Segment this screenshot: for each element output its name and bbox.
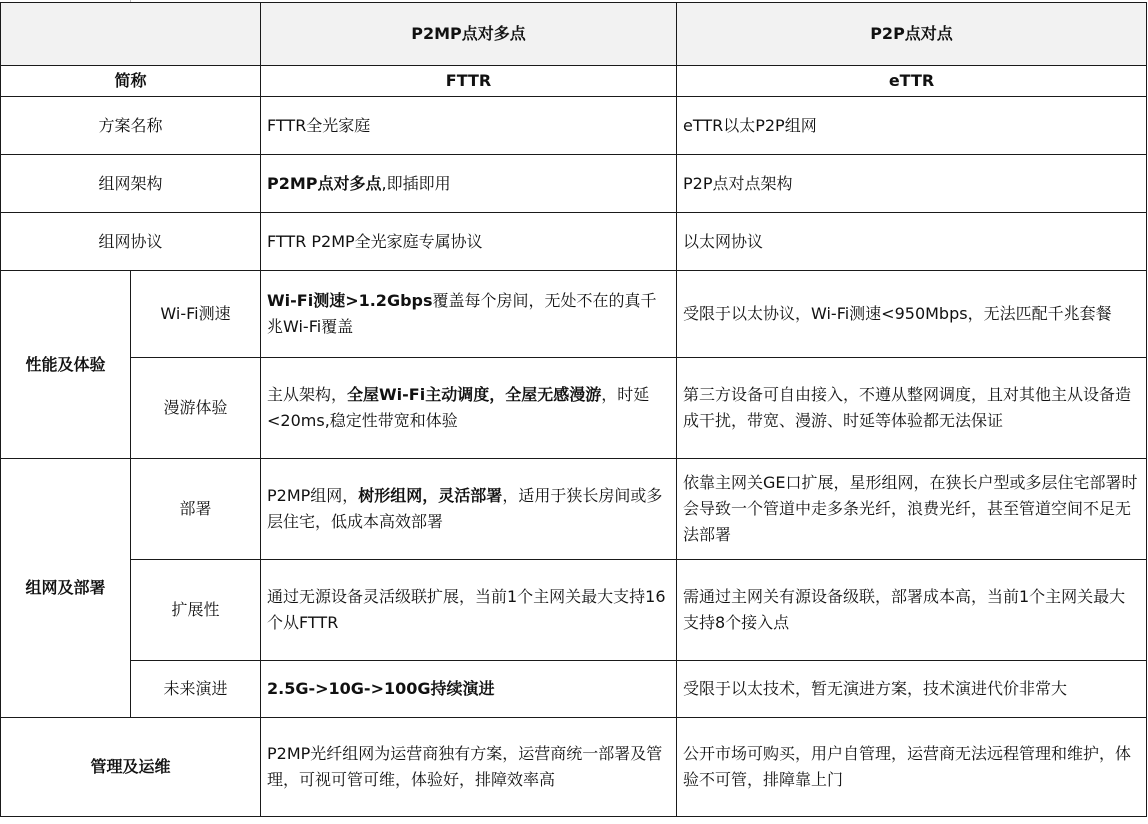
header-p2p: P2P点对点 — [677, 3, 1147, 66]
scheme-name-p2p: eTTR以太P2P组网 — [677, 97, 1147, 155]
future-p2mp: 2.5G->10G->100G持续演进 — [261, 661, 677, 718]
future-label: 未来演进 — [131, 661, 261, 718]
deploy-p2mp-b: ，适用于狭长房间或多层住宅，低成本高效部署 — [267, 486, 663, 531]
table-row — [1, 213, 1147, 271]
deploy-p2p: 依靠主网关GE口扩展，星形组网，在狭长户型或多层住宅部署时会导致一个管道中走多条光纤，浪费光纤，甚至管道空间不足无法部署 — [677, 459, 1147, 560]
abbr-label: 简称 — [1, 66, 261, 97]
scheme-name-p2mp: FTTR全光家庭 — [261, 97, 677, 155]
roaming-p2p: 第三方设备可自由接入，不遵从整网调度，且对其他主从设备造成干扰，带宽、漫游、时延等体验都无法保证 — [677, 358, 1147, 459]
architecture-p2mp-bold: P2MP点对多点 — [267, 173, 382, 193]
abbr-p2p: eTTR — [677, 66, 1147, 97]
deploy-p2mp-bold: 树形组网，灵活部署 — [358, 486, 503, 505]
table-row — [1, 97, 1147, 155]
table-row — [1, 718, 1147, 817]
wifi-speed-p2mp — [261, 271, 677, 358]
protocol-label: 组网协议 — [1, 213, 261, 271]
header-row — [1, 3, 1147, 66]
extensibility-label: 扩展性 — [131, 560, 261, 661]
wifi-speed-p2p: 受限于以太协议，Wi-Fi测速<950Mbps，无法匹配千兆套餐 — [677, 271, 1147, 358]
roaming-label: 漫游体验 — [131, 358, 261, 459]
operations-p2p: 公开市场可购买，用户自管理，运营商无法远程管理和维护，体验不可管，排障靠上门 — [677, 718, 1147, 817]
performance-category: 性能及体验 — [1, 271, 131, 459]
header-corner-cell — [1, 3, 261, 66]
comparison-table — [0, 2, 1147, 817]
extensibility-p2mp: 通过无源设备灵活级联扩展，当前1个主网关最大支持16个从FTTR — [261, 560, 677, 661]
table-row — [1, 358, 1147, 459]
wifi-speed-label: Wi-Fi测速 — [131, 271, 261, 358]
roaming-p2mp — [261, 358, 677, 459]
roaming-p2mp-bold: 全屋Wi-Fi主动调度，全屋无感漫游 — [347, 385, 602, 404]
deploy-label: 部署 — [131, 459, 261, 560]
operations-category: 管理及运维 — [1, 718, 261, 817]
architecture-p2mp-rest: ,即插即用 — [381, 173, 451, 193]
architecture-label: 组网架构 — [1, 155, 261, 213]
header-p2mp: P2MP点对多点 — [261, 3, 677, 66]
operations-p2mp: P2MP光纤组网为运营商独有方案，运营商统一部署及管理，可视可管可维，体验好，排障效率高 — [261, 718, 677, 817]
roaming-p2mp-a: 主从架构， — [267, 385, 348, 404]
wifi-speed-p2mp-bold: Wi-Fi测速>1.2Gbps — [267, 291, 433, 310]
future-p2p: 受限于以太技术，暂无演进方案，技术演进代价非常大 — [677, 661, 1147, 718]
table-row — [1, 271, 1147, 358]
roaming-p2mp-b: ，时延<20ms,稳定性带宽和体验 — [267, 385, 650, 430]
protocol-p2p: 以太网协议 — [677, 213, 1147, 271]
abbr-p2mp: FTTR — [261, 66, 677, 97]
table-row — [1, 155, 1147, 213]
extensibility-p2p: 需通过主网关有源设备级联，部署成本高，当前1个主网关最大支持8个接入点 — [677, 560, 1147, 661]
table-row — [1, 459, 1147, 560]
wifi-speed-p2mp-rest: 覆盖每个房间，无处不在的真千兆Wi-Fi覆盖 — [267, 291, 657, 336]
deploy-p2mp — [261, 459, 677, 560]
abbr-row — [1, 66, 1147, 97]
architecture-p2p: P2P点对点架构 — [677, 155, 1147, 213]
scheme-name-label: 方案名称 — [1, 97, 261, 155]
table-row — [1, 560, 1147, 661]
protocol-p2mp: FTTR P2MP全光家庭专属协议 — [261, 213, 677, 271]
architecture-p2mp — [261, 155, 677, 213]
networking-category: 组网及部署 — [1, 459, 131, 718]
table-row — [1, 661, 1147, 718]
deploy-p2mp-a: P2MP组网， — [267, 486, 359, 505]
